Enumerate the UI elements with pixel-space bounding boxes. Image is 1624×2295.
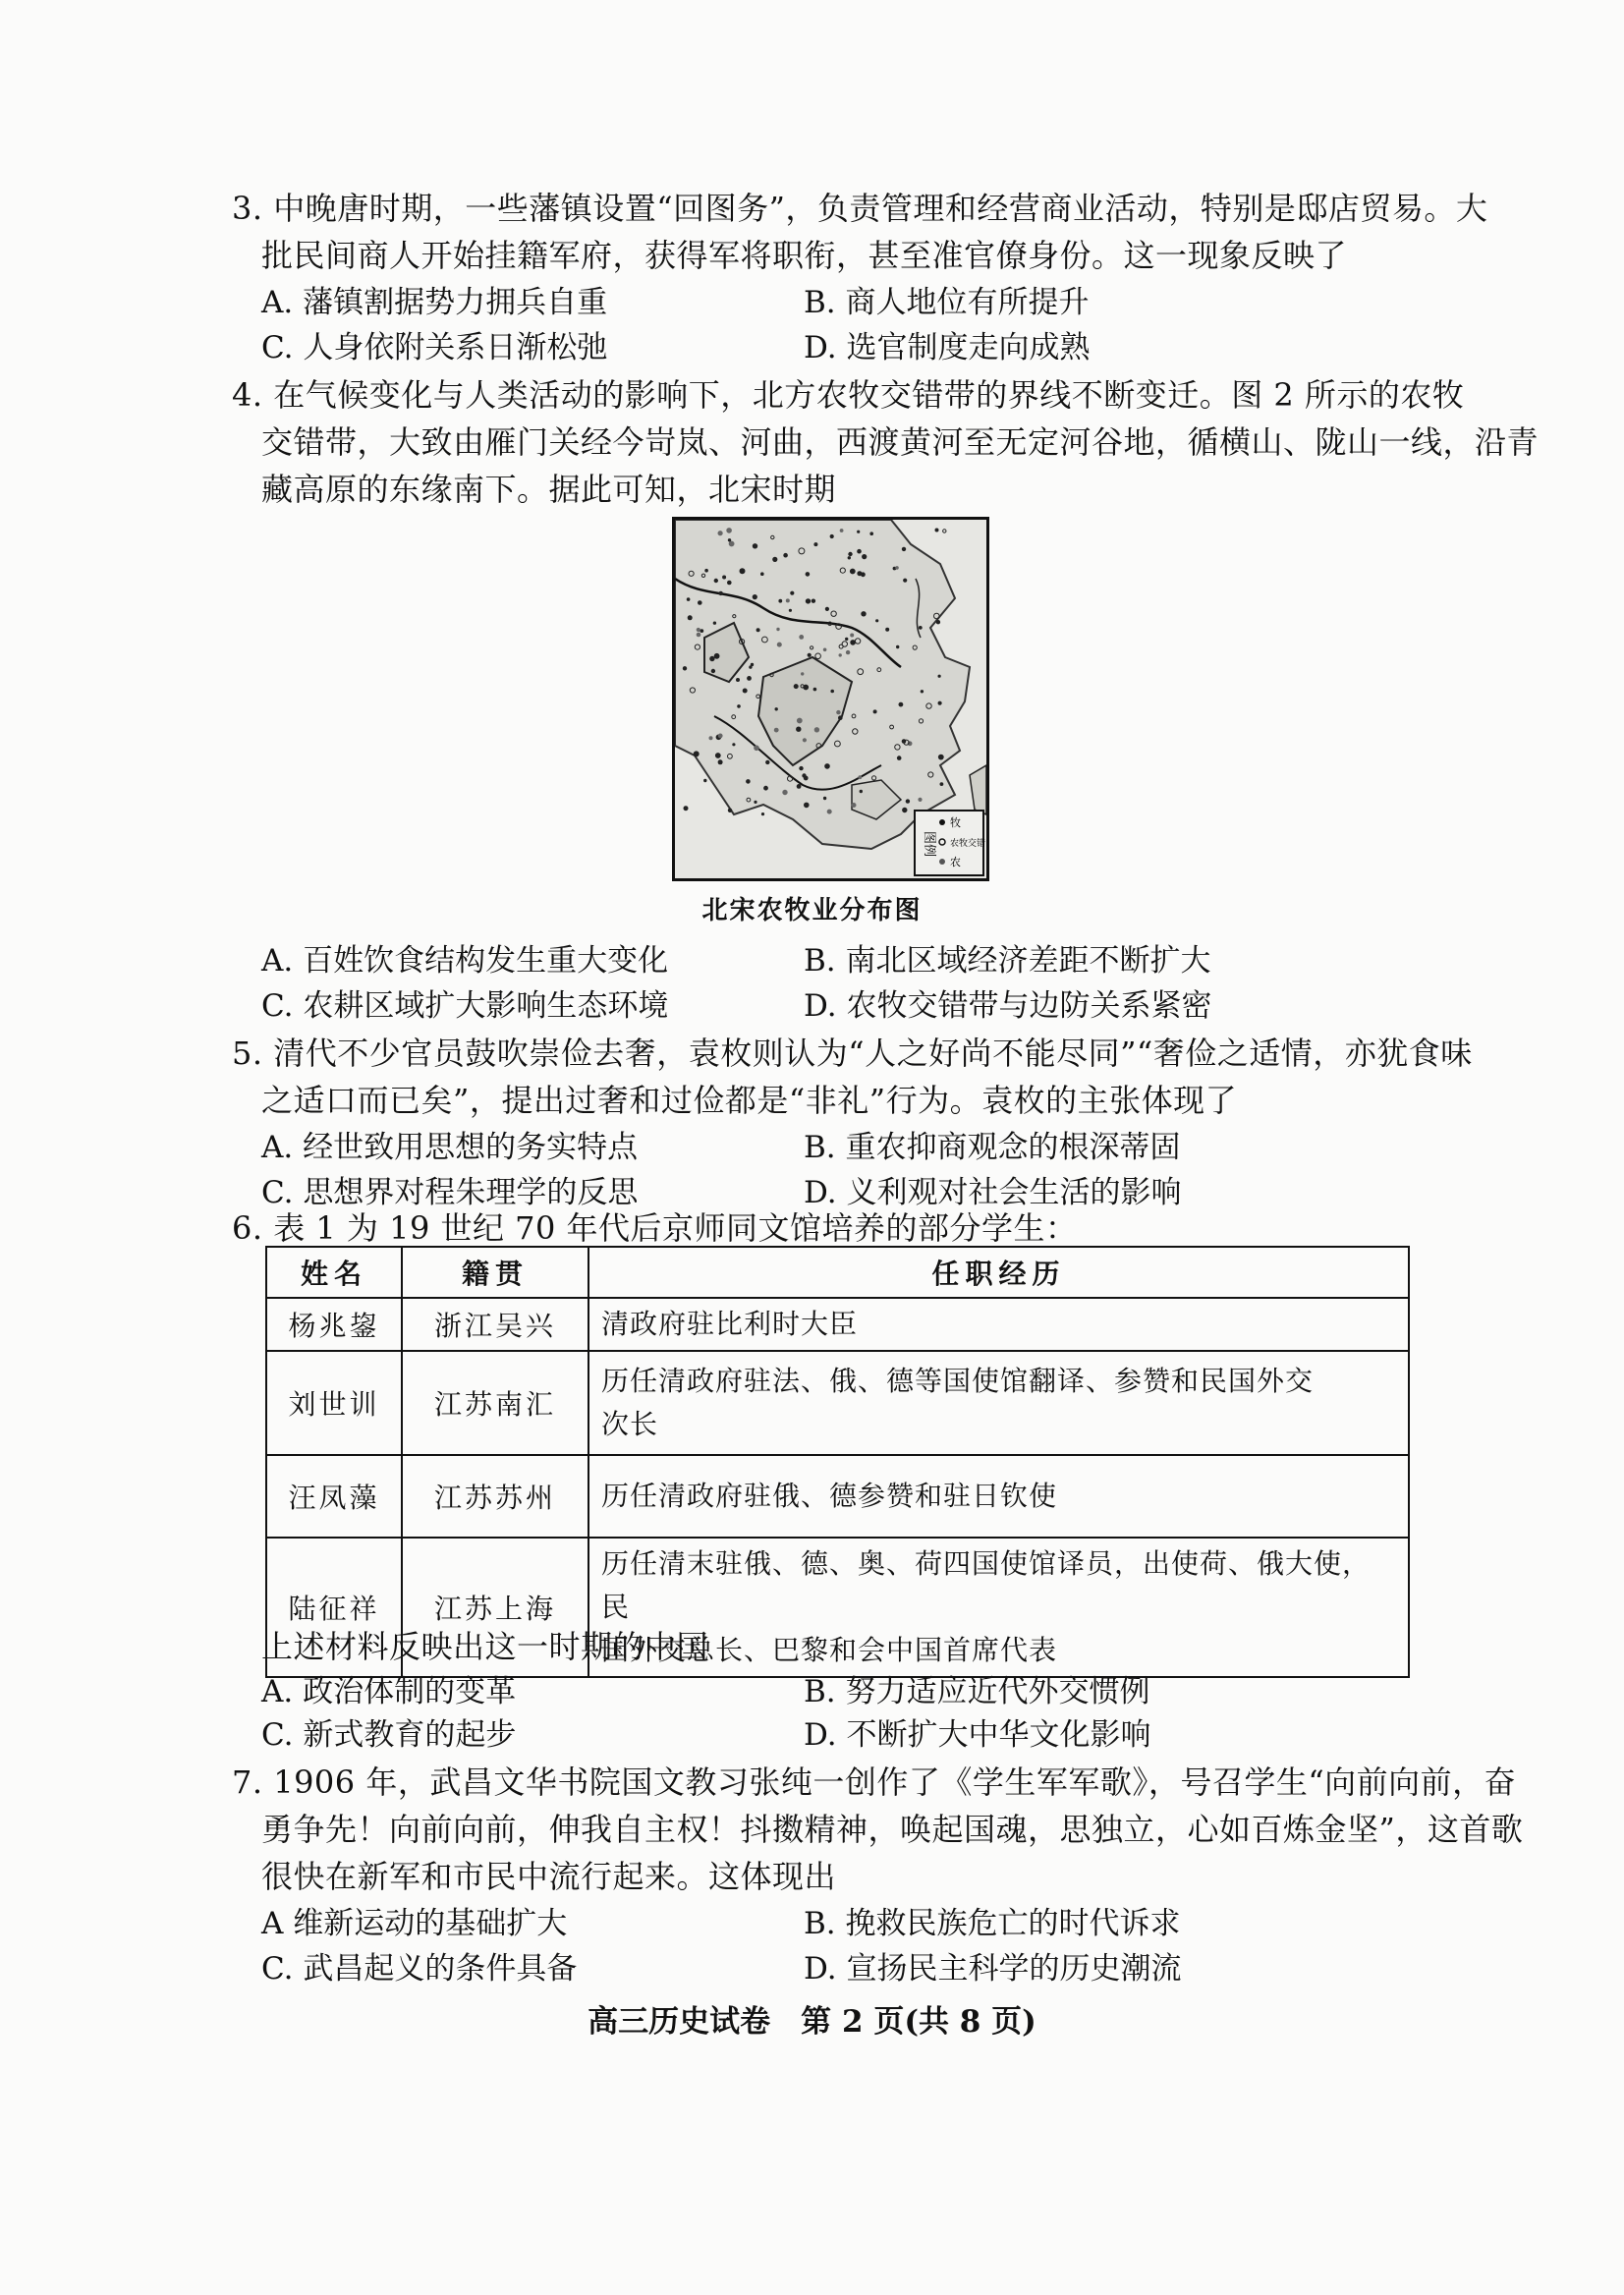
map-dot <box>813 542 817 546</box>
table-row <box>266 1351 1409 1455</box>
map-dot <box>824 763 830 769</box>
q7-option-c: C. 武昌起义的条件具备 <box>261 1951 578 1987</box>
map-dot <box>860 790 863 793</box>
map-dot <box>722 576 726 580</box>
map-dot <box>938 701 942 705</box>
map-dot <box>719 591 723 595</box>
map-dot <box>799 635 804 640</box>
map-dot <box>850 634 854 638</box>
map-dot <box>743 689 748 694</box>
q7-option-a: A 维新运动的基础扩大 <box>261 1906 568 1941</box>
map-dot <box>857 549 862 554</box>
career-line: 历任清政府驻俄、德参赞和驻日钦使 <box>601 1480 1058 1512</box>
map-dot <box>774 728 779 733</box>
map-dot <box>848 556 851 559</box>
map-dot <box>718 759 723 764</box>
map-dot <box>760 572 764 576</box>
q5-option-d: D. 义利观对社会生活的影响 <box>804 1175 1182 1210</box>
map-dot <box>799 766 803 770</box>
map-dot <box>839 653 842 656</box>
map-dot <box>869 532 873 535</box>
map-dot <box>688 615 693 620</box>
map-dot <box>827 810 832 814</box>
map-dot <box>698 600 702 605</box>
q6-after-text: 上述材料反映出这一时期的中国 <box>261 1628 709 1665</box>
map-dot <box>806 598 811 603</box>
map-dot <box>727 581 732 586</box>
table-header-career: 任职经历 <box>588 1247 1409 1298</box>
map-dot <box>777 643 782 647</box>
map-dot <box>683 666 687 670</box>
map-dot <box>850 640 856 645</box>
career-line: 次长 <box>601 1408 659 1440</box>
map-dot <box>736 678 740 682</box>
map-dot <box>703 779 706 782</box>
q7-stem-line-2: 勇争先！向前向前，伸我自主权！抖擞精神，唤起国魂，思独立，心如百炼金坚”，这首歌 <box>261 1811 1524 1848</box>
map-dot <box>700 629 703 633</box>
q4-option-c: C. 农耕区域扩大影响生态环境 <box>261 988 669 1024</box>
q3-option-c: C. 人身依附关系日渐松弛 <box>261 330 608 365</box>
map-dot <box>761 812 764 815</box>
table-row <box>266 1298 1409 1351</box>
map-dot <box>746 779 751 784</box>
q4-stem-line-3: 藏高原的东缘南下。据此可知，北宋时期 <box>261 471 837 508</box>
map-dot <box>740 568 746 574</box>
q6-intro: 6. 表 1 为 19 世纪 70 年代后京师同文馆培养的部分学生： <box>232 1209 1078 1247</box>
map-dot <box>753 543 757 548</box>
student-name: 汪凤藻 <box>266 1455 402 1538</box>
map-dot <box>858 775 862 779</box>
map-dot <box>804 803 810 809</box>
map-dot <box>895 566 899 570</box>
map-dot <box>794 684 799 689</box>
map-dot <box>875 619 878 622</box>
map-dot <box>803 738 807 742</box>
map-dot <box>885 628 889 632</box>
map-dot <box>825 607 829 611</box>
map-dot <box>778 599 782 603</box>
map-dot <box>806 572 811 577</box>
map-dot <box>728 538 731 541</box>
map-dot <box>786 598 790 602</box>
map-dot <box>848 552 852 556</box>
map-dot <box>684 806 689 811</box>
map-dot <box>903 579 907 583</box>
q6-option-d: D. 不断扩大中华文化影响 <box>804 1717 1151 1753</box>
student-origin: 浙江吴兴 <box>402 1298 588 1351</box>
map-dot <box>921 690 924 693</box>
map-dot <box>714 579 718 583</box>
student-career <box>588 1455 1409 1538</box>
map-dot <box>919 626 923 630</box>
map-dot <box>728 809 732 812</box>
map-dot <box>801 672 804 675</box>
map-dot <box>797 784 802 789</box>
map-dot <box>840 529 844 532</box>
map-dot <box>783 553 788 558</box>
map-dot <box>938 755 944 760</box>
map-dot <box>830 534 834 538</box>
map-dot <box>938 675 941 678</box>
q3-option-d: D. 选官制度走向成熟 <box>804 330 1091 365</box>
map-dot <box>861 611 866 616</box>
q7-option-d: D. 宣扬民主科学的历史潮流 <box>804 1951 1182 1987</box>
map-dot <box>754 746 759 752</box>
student-origin: 江苏上海 <box>402 1538 588 1677</box>
map-legend-item-3: 农 <box>950 856 961 868</box>
student-name: 杨兆鋆 <box>266 1298 402 1351</box>
map-dot <box>823 648 827 652</box>
map-dot <box>776 628 779 631</box>
student-name: 陆征祥 <box>266 1538 402 1677</box>
student-career <box>588 1351 1409 1455</box>
map-dot <box>813 688 817 692</box>
q5-option-a: A. 经世致用思想的务实特点 <box>261 1130 639 1165</box>
table-header-name: 姓名 <box>266 1247 402 1298</box>
map-dot <box>796 727 801 732</box>
map-dot <box>763 786 768 791</box>
map-dot <box>852 803 857 808</box>
map-dot <box>902 808 907 812</box>
map-dot <box>718 531 723 535</box>
map-dot <box>857 531 860 533</box>
map-dot <box>749 665 752 668</box>
map-dot <box>715 753 721 758</box>
map-dot <box>899 702 904 707</box>
map-dot <box>823 797 826 800</box>
career-line: 历任清末驻俄、德、奥、荷四国使馆译员，出使荷、俄大使，民 <box>601 1547 1372 1623</box>
map-dot <box>935 529 939 532</box>
map-dot <box>873 709 877 713</box>
table-header-row <box>266 1247 1409 1298</box>
career-line: 清政府驻比利时大臣 <box>601 1308 859 1340</box>
map-caption: 北宋农牧业分布图 <box>701 896 923 925</box>
map-dot <box>754 801 756 804</box>
map-dot <box>726 528 732 533</box>
map-dot <box>704 569 708 573</box>
map-dot <box>714 653 720 659</box>
map-dot <box>896 645 899 648</box>
career-line: 国外交总长、巴黎和会中国首席代表 <box>601 1634 1058 1666</box>
q7-stem-line-1: 7. 1906 年，武昌文华书院国文教习张纯一创作了《学生军军歌》，号召学生“向前向前，奋 <box>232 1763 1517 1801</box>
student-career <box>588 1538 1409 1677</box>
q5-option-c: C. 思想界对程朱理学的反思 <box>261 1175 639 1210</box>
map-dot <box>846 650 850 654</box>
student-origin: 江苏南汇 <box>402 1351 588 1455</box>
q5-stem-line-2: 之适口而已矣”，提出过奢和过俭都是“非礼”行为。袁枚的主张体现了 <box>261 1082 1238 1119</box>
student-career <box>588 1298 1409 1351</box>
q4-option-d: D. 农牧交错带与边防关系紧密 <box>804 988 1212 1024</box>
map-dot <box>850 569 856 575</box>
q4-option-b: B. 南北区域经济差距不断扩大 <box>804 943 1211 979</box>
q3-option-a: A. 藩镇割据势力拥兵自重 <box>261 285 608 320</box>
song-agriculture-map <box>672 517 989 881</box>
map-dot <box>790 591 794 595</box>
map-dot <box>857 571 862 576</box>
student-name: 刘世训 <box>266 1351 402 1455</box>
map-dot <box>897 756 902 760</box>
q7-stem-line-3: 很快在新军和市民中流行起来。这体现出 <box>261 1858 837 1895</box>
map-dot <box>718 734 723 739</box>
map-dot <box>812 599 815 603</box>
map-dot <box>918 798 922 802</box>
map-dot <box>902 547 906 551</box>
map-dot <box>862 554 867 559</box>
career-line: 历任清政府驻法、俄、德等国使馆翻译、参赞和民国外交 <box>601 1365 1315 1397</box>
map-dot <box>709 736 713 740</box>
map-dot <box>814 727 819 732</box>
map-dot <box>709 656 714 661</box>
map-dot <box>756 628 760 632</box>
students-table <box>265 1246 1410 1678</box>
map-dot <box>737 704 741 708</box>
q4-stem-line-2: 交错带，大致由雁门关经今岢岚、河曲，西渡黄河至无定河谷地，循横山、陇山一线，沿青 <box>261 423 1540 461</box>
map-dot <box>782 790 787 795</box>
q6-option-a: A. 政治体制的变革 <box>261 1674 517 1709</box>
q4-stem-line-1: 4. 在气候变化与人类活动的影响下，北方农牧交错带的界线不断变迁。图 2 所示的农牧 <box>232 376 1465 414</box>
map-legend-item-1: 牧 <box>950 816 961 829</box>
q6-option-c: C. 新式教育的起步 <box>261 1717 517 1753</box>
map-dot <box>845 638 848 641</box>
q4-option-a: A. 百姓饮食结构发生重大变化 <box>261 943 669 979</box>
map-dot <box>765 760 769 764</box>
map-dot <box>697 633 701 638</box>
map-dot <box>836 710 840 714</box>
map-dot <box>808 653 812 657</box>
map-dot <box>753 594 757 599</box>
q5-option-b: B. 重农抑商观念的根深蒂固 <box>804 1130 1181 1165</box>
map-dot <box>775 707 778 710</box>
map-dot <box>772 557 777 562</box>
map-dot <box>936 620 940 624</box>
map-dot <box>697 628 700 632</box>
table-header-origin: 籍贯 <box>402 1247 588 1298</box>
map-legend-item-2: 农牧交错 <box>950 839 986 849</box>
map-dot <box>694 751 700 756</box>
page-footer: 高三历史试卷 第 2 页(共 8 页) <box>588 2004 1036 2040</box>
map-dot <box>687 597 691 601</box>
map-dot <box>789 609 792 612</box>
table-row <box>266 1455 1409 1538</box>
student-origin: 江苏苏州 <box>402 1455 588 1538</box>
q6-option-b: B. 努力适应近代外交惯例 <box>804 1674 1150 1709</box>
q7-option-b: B. 挽救民族危亡的时代诉求 <box>804 1906 1181 1941</box>
q5-stem-line-1: 5. 清代不少官员鼓吹崇俭去奢，袁枚则认为“人之好尚不能尽同”“奢俭之适情，亦犹食味 <box>232 1035 1473 1072</box>
map-dot <box>732 743 735 746</box>
map-dot <box>940 782 944 786</box>
map-dot <box>906 799 910 803</box>
q3-option-b: B. 商人地位有所提升 <box>804 285 1090 320</box>
q3-stem-line-1: 3. 中晚唐时期，一些藩镇设置“回图务”，负责管理和经营商业活动，特别是邸店贸易。大 <box>232 190 1488 227</box>
map-figure <box>675 520 986 878</box>
map-legend-title: 图例 <box>922 830 936 858</box>
map-dot <box>713 622 716 625</box>
map-dot <box>838 715 843 720</box>
q3-stem-line-2: 批民间商人开始挂籍军府，获得军将职衔，甚至准官僚身份。这一现象反映了 <box>261 237 1348 274</box>
map-dot <box>830 690 834 694</box>
map-dot <box>747 676 752 681</box>
map-dot <box>797 718 803 724</box>
map-dot <box>802 773 806 777</box>
map-dot <box>711 669 715 673</box>
